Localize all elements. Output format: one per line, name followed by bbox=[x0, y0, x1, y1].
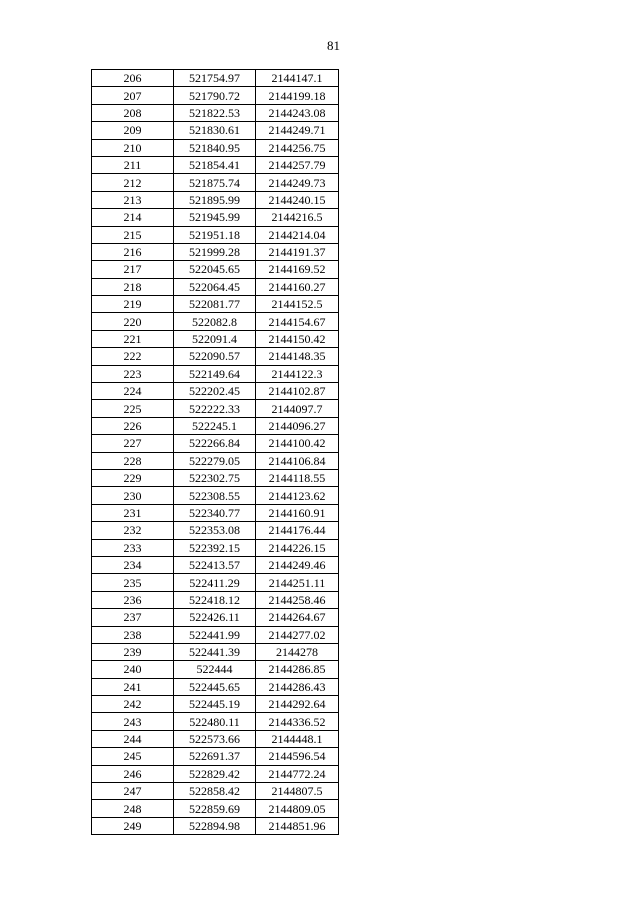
x-coordinate-cell: 522279.05 bbox=[174, 452, 256, 469]
y-coordinate-cell: 2144277.02 bbox=[256, 626, 339, 643]
table-row bbox=[92, 487, 339, 504]
point-number-cell: 225 bbox=[92, 400, 174, 417]
y-coordinate-cell: 2144249.73 bbox=[256, 174, 339, 191]
x-coordinate-cell: 522441.99 bbox=[174, 626, 256, 643]
table-row bbox=[92, 348, 339, 365]
x-coordinate-cell: 522691.37 bbox=[174, 748, 256, 765]
x-coordinate-cell: 522894.98 bbox=[174, 817, 256, 834]
table-row bbox=[92, 765, 339, 782]
coordinates-table bbox=[91, 69, 339, 835]
point-number-cell: 235 bbox=[92, 574, 174, 591]
x-coordinate-cell: 522480.11 bbox=[174, 713, 256, 730]
table-row bbox=[92, 296, 339, 313]
table-row bbox=[92, 713, 339, 730]
table-row bbox=[92, 469, 339, 486]
x-coordinate-cell: 522222.33 bbox=[174, 400, 256, 417]
table-row bbox=[92, 174, 339, 191]
x-coordinate-cell: 522411.29 bbox=[174, 574, 256, 591]
point-number-cell: 220 bbox=[92, 313, 174, 330]
y-coordinate-cell: 2144160.27 bbox=[256, 278, 339, 295]
y-coordinate-cell: 2144336.52 bbox=[256, 713, 339, 730]
table-row bbox=[92, 156, 339, 173]
point-number-cell: 231 bbox=[92, 504, 174, 521]
x-coordinate-cell: 522441.39 bbox=[174, 643, 256, 660]
table-row bbox=[92, 678, 339, 695]
y-coordinate-cell: 2144257.79 bbox=[256, 156, 339, 173]
point-number-cell: 249 bbox=[92, 817, 174, 834]
y-coordinate-cell: 2144097.7 bbox=[256, 400, 339, 417]
point-number-cell: 228 bbox=[92, 452, 174, 469]
x-coordinate-cell: 522573.66 bbox=[174, 730, 256, 747]
table-row bbox=[92, 643, 339, 660]
x-coordinate-cell: 522418.12 bbox=[174, 591, 256, 608]
point-number-cell: 208 bbox=[92, 104, 174, 121]
x-coordinate-cell: 522444 bbox=[174, 661, 256, 678]
x-coordinate-cell: 521840.95 bbox=[174, 139, 256, 156]
x-coordinate-cell: 522308.55 bbox=[174, 487, 256, 504]
page-number: 81 bbox=[327, 38, 340, 53]
point-number-cell: 232 bbox=[92, 522, 174, 539]
y-coordinate-cell: 2144152.5 bbox=[256, 296, 339, 313]
y-coordinate-cell: 2144292.64 bbox=[256, 696, 339, 713]
table-row bbox=[92, 278, 339, 295]
x-coordinate-cell: 521999.28 bbox=[174, 243, 256, 260]
x-coordinate-cell: 521895.99 bbox=[174, 191, 256, 208]
point-number-cell: 229 bbox=[92, 469, 174, 486]
point-number-cell: 211 bbox=[92, 156, 174, 173]
table-row bbox=[92, 435, 339, 452]
table-row bbox=[92, 817, 339, 834]
y-coordinate-cell: 2144100.42 bbox=[256, 435, 339, 452]
table-row bbox=[92, 626, 339, 643]
table-row bbox=[92, 261, 339, 278]
x-coordinate-cell: 521951.18 bbox=[174, 226, 256, 243]
x-coordinate-cell: 522445.19 bbox=[174, 696, 256, 713]
y-coordinate-cell: 2144106.84 bbox=[256, 452, 339, 469]
y-coordinate-cell: 2144249.46 bbox=[256, 556, 339, 573]
table-row bbox=[92, 783, 339, 800]
x-coordinate-cell: 522266.84 bbox=[174, 435, 256, 452]
point-number-cell: 245 bbox=[92, 748, 174, 765]
point-number-cell: 206 bbox=[92, 70, 174, 87]
y-coordinate-cell: 2144249.71 bbox=[256, 122, 339, 139]
y-coordinate-cell: 2144809.05 bbox=[256, 800, 339, 817]
point-number-cell: 216 bbox=[92, 243, 174, 260]
point-number-cell: 212 bbox=[92, 174, 174, 191]
x-coordinate-cell: 522445.65 bbox=[174, 678, 256, 695]
point-number-cell: 214 bbox=[92, 209, 174, 226]
table-row bbox=[92, 313, 339, 330]
y-coordinate-cell: 2144176.44 bbox=[256, 522, 339, 539]
y-coordinate-cell: 2144240.15 bbox=[256, 191, 339, 208]
table-row bbox=[92, 383, 339, 400]
table-row bbox=[92, 400, 339, 417]
table-row bbox=[92, 696, 339, 713]
point-number-cell: 221 bbox=[92, 330, 174, 347]
table-row bbox=[92, 70, 339, 87]
x-coordinate-cell: 521854.41 bbox=[174, 156, 256, 173]
table-row bbox=[92, 209, 339, 226]
y-coordinate-cell: 2144278 bbox=[256, 643, 339, 660]
point-number-cell: 242 bbox=[92, 696, 174, 713]
table-row bbox=[92, 122, 339, 139]
y-coordinate-cell: 2144118.55 bbox=[256, 469, 339, 486]
y-coordinate-cell: 2144191.37 bbox=[256, 243, 339, 260]
y-coordinate-cell: 2144251.11 bbox=[256, 574, 339, 591]
y-coordinate-cell: 2144807.5 bbox=[256, 783, 339, 800]
table-row bbox=[92, 522, 339, 539]
table-row bbox=[92, 330, 339, 347]
y-coordinate-cell: 2144226.15 bbox=[256, 539, 339, 556]
table-row bbox=[92, 748, 339, 765]
point-number-cell: 209 bbox=[92, 122, 174, 139]
x-coordinate-cell: 522302.75 bbox=[174, 469, 256, 486]
y-coordinate-cell: 2144216.5 bbox=[256, 209, 339, 226]
x-coordinate-cell: 521875.74 bbox=[174, 174, 256, 191]
x-coordinate-cell: 522340.77 bbox=[174, 504, 256, 521]
x-coordinate-cell: 522045.65 bbox=[174, 261, 256, 278]
x-coordinate-cell: 522202.45 bbox=[174, 383, 256, 400]
x-coordinate-cell: 522858.42 bbox=[174, 783, 256, 800]
table-row bbox=[92, 574, 339, 591]
y-coordinate-cell: 2144160.91 bbox=[256, 504, 339, 521]
x-coordinate-cell: 522413.57 bbox=[174, 556, 256, 573]
y-coordinate-cell: 2144150.42 bbox=[256, 330, 339, 347]
y-coordinate-cell: 2144264.67 bbox=[256, 609, 339, 626]
y-coordinate-cell: 2144122.3 bbox=[256, 365, 339, 382]
x-coordinate-cell: 522090.57 bbox=[174, 348, 256, 365]
point-number-cell: 226 bbox=[92, 417, 174, 434]
point-number-cell: 248 bbox=[92, 800, 174, 817]
table-row bbox=[92, 591, 339, 608]
point-number-cell: 247 bbox=[92, 783, 174, 800]
y-coordinate-cell: 2144096.27 bbox=[256, 417, 339, 434]
table-row bbox=[92, 139, 339, 156]
point-number-cell: 219 bbox=[92, 296, 174, 313]
y-coordinate-cell: 2144258.46 bbox=[256, 591, 339, 608]
point-number-cell: 213 bbox=[92, 191, 174, 208]
x-coordinate-cell: 522245.1 bbox=[174, 417, 256, 434]
point-number-cell: 217 bbox=[92, 261, 174, 278]
y-coordinate-cell: 2144147.1 bbox=[256, 70, 339, 87]
y-coordinate-cell: 2144243.08 bbox=[256, 104, 339, 121]
y-coordinate-cell: 2144448.1 bbox=[256, 730, 339, 747]
point-number-cell: 227 bbox=[92, 435, 174, 452]
y-coordinate-cell: 2144169.52 bbox=[256, 261, 339, 278]
x-coordinate-cell: 522392.15 bbox=[174, 539, 256, 556]
y-coordinate-cell: 2144123.62 bbox=[256, 487, 339, 504]
table-row bbox=[92, 226, 339, 243]
table-row bbox=[92, 800, 339, 817]
point-number-cell: 238 bbox=[92, 626, 174, 643]
x-coordinate-cell: 521754.97 bbox=[174, 70, 256, 87]
table-row bbox=[92, 609, 339, 626]
table-row bbox=[92, 556, 339, 573]
coordinates-table-body bbox=[92, 70, 339, 835]
point-number-cell: 223 bbox=[92, 365, 174, 382]
point-number-cell: 241 bbox=[92, 678, 174, 695]
table-row bbox=[92, 504, 339, 521]
table-row bbox=[92, 661, 339, 678]
point-number-cell: 224 bbox=[92, 383, 174, 400]
x-coordinate-cell: 522353.08 bbox=[174, 522, 256, 539]
x-coordinate-cell: 521945.99 bbox=[174, 209, 256, 226]
point-number-cell: 234 bbox=[92, 556, 174, 573]
x-coordinate-cell: 522081.77 bbox=[174, 296, 256, 313]
point-number-cell: 236 bbox=[92, 591, 174, 608]
y-coordinate-cell: 2144596.54 bbox=[256, 748, 339, 765]
y-coordinate-cell: 2144154.67 bbox=[256, 313, 339, 330]
y-coordinate-cell: 2144851.96 bbox=[256, 817, 339, 834]
y-coordinate-cell: 2144772.24 bbox=[256, 765, 339, 782]
point-number-cell: 243 bbox=[92, 713, 174, 730]
point-number-cell: 222 bbox=[92, 348, 174, 365]
x-coordinate-cell: 522149.64 bbox=[174, 365, 256, 382]
point-number-cell: 233 bbox=[92, 539, 174, 556]
x-coordinate-cell: 522064.45 bbox=[174, 278, 256, 295]
x-coordinate-cell: 522082.8 bbox=[174, 313, 256, 330]
table-row bbox=[92, 417, 339, 434]
table-row bbox=[92, 365, 339, 382]
point-number-cell: 239 bbox=[92, 643, 174, 660]
x-coordinate-cell: 522426.11 bbox=[174, 609, 256, 626]
y-coordinate-cell: 2144214.04 bbox=[256, 226, 339, 243]
y-coordinate-cell: 2144102.87 bbox=[256, 383, 339, 400]
table-row bbox=[92, 191, 339, 208]
x-coordinate-cell: 522091.4 bbox=[174, 330, 256, 347]
table-row bbox=[92, 730, 339, 747]
table-row bbox=[92, 452, 339, 469]
y-coordinate-cell: 2144286.43 bbox=[256, 678, 339, 695]
x-coordinate-cell: 521830.61 bbox=[174, 122, 256, 139]
x-coordinate-cell: 521790.72 bbox=[174, 87, 256, 104]
point-number-cell: 210 bbox=[92, 139, 174, 156]
x-coordinate-cell: 522859.69 bbox=[174, 800, 256, 817]
y-coordinate-cell: 2144148.35 bbox=[256, 348, 339, 365]
point-number-cell: 237 bbox=[92, 609, 174, 626]
table-row bbox=[92, 104, 339, 121]
y-coordinate-cell: 2144256.75 bbox=[256, 139, 339, 156]
point-number-cell: 207 bbox=[92, 87, 174, 104]
point-number-cell: 230 bbox=[92, 487, 174, 504]
point-number-cell: 244 bbox=[92, 730, 174, 747]
y-coordinate-cell: 2144199.18 bbox=[256, 87, 339, 104]
point-number-cell: 218 bbox=[92, 278, 174, 295]
x-coordinate-cell: 522829.42 bbox=[174, 765, 256, 782]
table-row bbox=[92, 87, 339, 104]
table-row bbox=[92, 539, 339, 556]
table-row bbox=[92, 243, 339, 260]
y-coordinate-cell: 2144286.85 bbox=[256, 661, 339, 678]
point-number-cell: 215 bbox=[92, 226, 174, 243]
x-coordinate-cell: 521822.53 bbox=[174, 104, 256, 121]
point-number-cell: 240 bbox=[92, 661, 174, 678]
point-number-cell: 246 bbox=[92, 765, 174, 782]
